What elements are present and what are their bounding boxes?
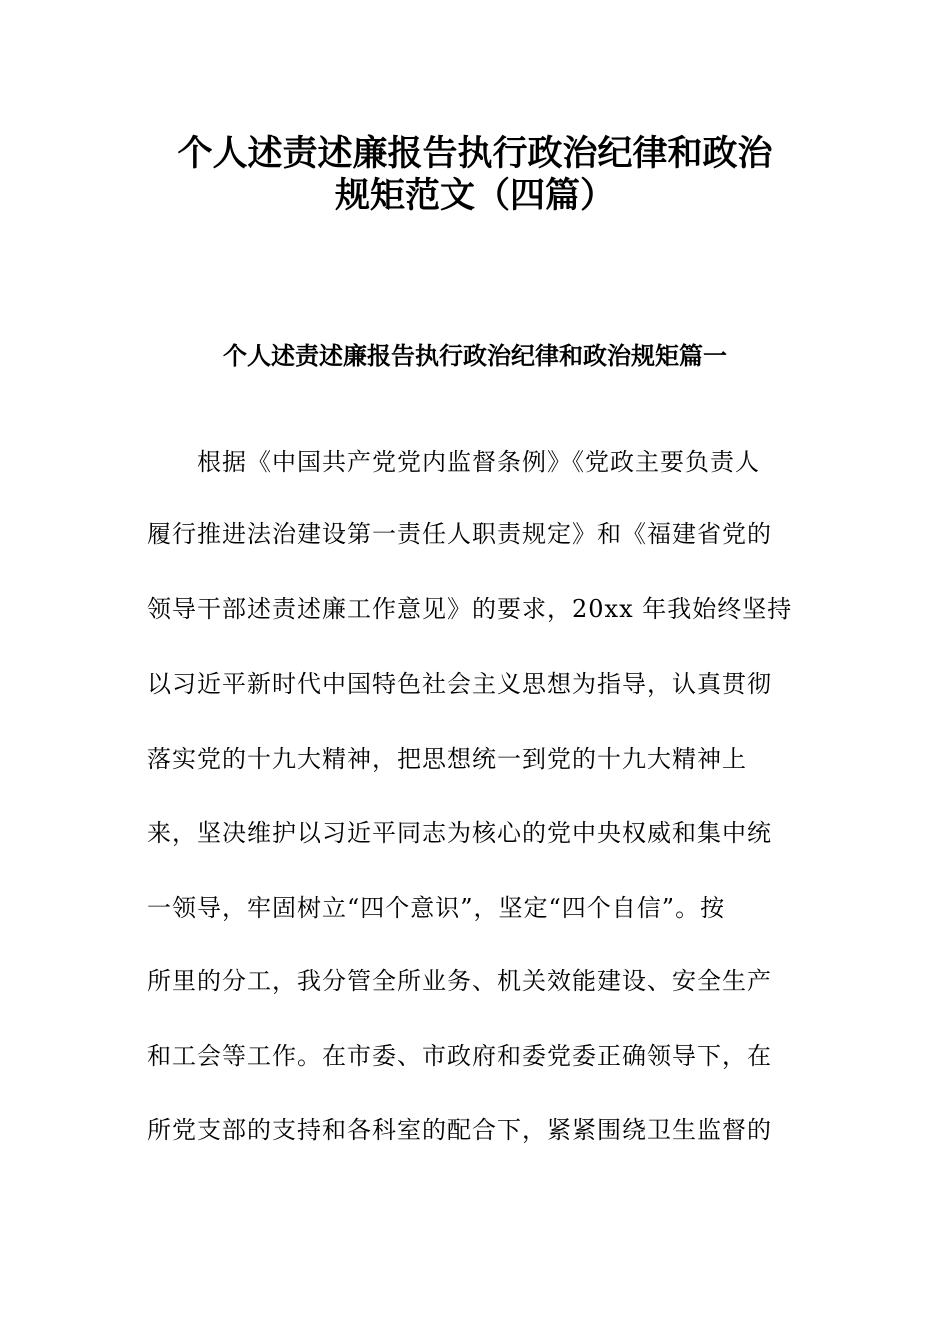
- body-line-7: 一领导，牢固树立“四个意识”，坚定“四个自信”。按: [147, 894, 726, 922]
- body-line-5: 落实党的十九大精神，把思想统一到党的十九大精神上: [147, 745, 747, 773]
- body-line-8: 所里的分工，我分管全所业务、机关效能建设、安全生产: [147, 967, 772, 995]
- body-line-6: 来，坚决维护以习近平同志为核心的党中央权威和集中统: [147, 819, 772, 847]
- body-line-1: 根据《中国共产党党内监督条例》《党政主要负责人: [197, 448, 760, 476]
- document-title-line-2: 规矩范文（四篇）: [334, 175, 615, 216]
- body-line-2: 履行推进法治建设第一责任人职责规定》和《福建省党的: [147, 520, 772, 548]
- body-line-3: 领导干部述责述廉工作意见》的要求，20xx 年我始终坚持: [147, 595, 793, 623]
- body-line-9: 和工会等工作。在市委、市政府和委党委正确领导下，在: [147, 1042, 772, 1070]
- section-heading: 个人述责述廉报告执行政治纪律和政治规矩篇一: [223, 341, 727, 370]
- body-line-10: 所党支部的支持和各科室的配合下，紧紧围绕卫生监督的: [147, 1116, 772, 1144]
- document-title-line-1: 个人述责述廉报告执行政治纪律和政治: [177, 133, 773, 174]
- body-line-4: 以习近平新时代中国特色社会主义思想为指导，认真贯彻: [147, 670, 772, 698]
